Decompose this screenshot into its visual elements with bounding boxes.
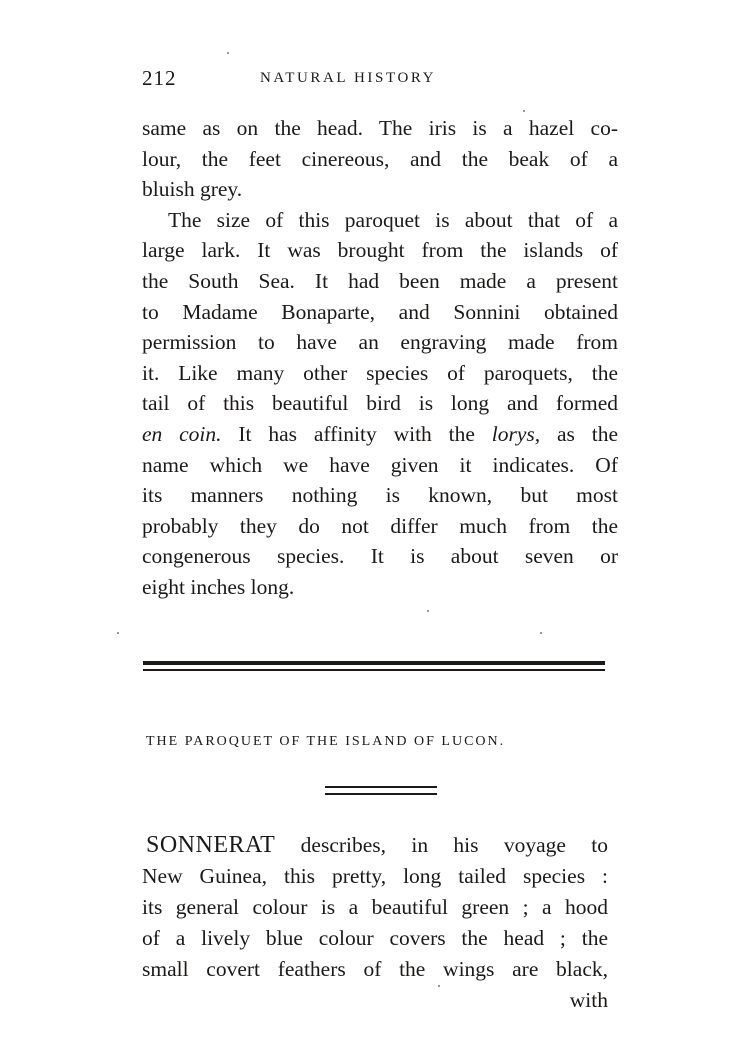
text-line: small covert feathers of the wings are black, bbox=[142, 957, 608, 981]
section-title: THE PAROQUET OF THE ISLAND OF LUCON. bbox=[146, 734, 506, 749]
text-block-lucon bbox=[142, 830, 608, 1016]
text-line-mixed bbox=[142, 419, 618, 450]
paragraph-sonnerat bbox=[142, 830, 608, 1016]
paper-speck bbox=[523, 110, 525, 112]
text-line: large lark. It was brought from the islands of bbox=[142, 238, 618, 263]
italic-en-coin: en coin. bbox=[142, 421, 222, 446]
text-line: New Guinea, this pretty, long tailed species : bbox=[142, 864, 608, 888]
text-line: name which we have given it indicates. Of bbox=[142, 452, 618, 477]
paper-speck bbox=[227, 52, 229, 54]
text-line: to Madame Bonaparte, and Sonnini obtained bbox=[142, 299, 618, 324]
title-rule-lower bbox=[325, 793, 437, 795]
paragraph-paroquet-size bbox=[142, 205, 618, 603]
italic-lorys: lorys, bbox=[491, 421, 541, 446]
paragraph-continuation bbox=[142, 113, 618, 205]
text-line-mixed bbox=[142, 830, 608, 861]
paper-speck bbox=[117, 632, 119, 634]
text-line: the South Sea. It had been made a present bbox=[142, 268, 618, 293]
text-fragment: It has affinity with the bbox=[221, 421, 492, 446]
paper-speck bbox=[438, 985, 440, 987]
text-line: tail of this beautiful bird is long and formed bbox=[142, 391, 618, 416]
title-rule-upper bbox=[325, 786, 437, 788]
catchword: with bbox=[569, 988, 608, 1012]
text-line: its manners nothing is known, but most bbox=[142, 483, 618, 508]
text-line: same as on the head. The iris is a hazel co- bbox=[142, 116, 618, 140]
running-head: NATURAL HISTORY bbox=[260, 70, 437, 86]
text-line: its general colour is a beautiful green ; a hood bbox=[142, 895, 608, 919]
lead-word: SONNERAT bbox=[146, 832, 276, 858]
text-block-continued bbox=[142, 113, 618, 603]
text-fragment: as the bbox=[540, 421, 618, 446]
text-line: bluish grey. bbox=[142, 177, 243, 202]
text-line: of a lively blue colour covers the head ; the bbox=[142, 926, 608, 950]
text-line: permission to have an engraving made from bbox=[142, 330, 618, 355]
text-line: it. Like many other species of paroquets, the bbox=[142, 360, 618, 385]
section-divider-thin bbox=[143, 669, 605, 671]
paper-speck bbox=[540, 632, 542, 634]
page-number: 212 bbox=[142, 66, 177, 90]
text-line: The size of this paroquet is about that of a bbox=[168, 207, 618, 232]
text-fragment: describes, in his voyage to bbox=[275, 833, 608, 857]
text-line: probably they do not differ much from the bbox=[142, 513, 618, 538]
text-line: eight inches long. bbox=[142, 574, 295, 599]
text-line: lour, the feet cinereous, and the beak of a bbox=[142, 146, 618, 171]
page-header bbox=[142, 66, 612, 96]
text-line: congenerous species. It is about seven or bbox=[142, 544, 618, 569]
section-divider-thick bbox=[143, 661, 605, 665]
paper-speck bbox=[427, 610, 429, 612]
